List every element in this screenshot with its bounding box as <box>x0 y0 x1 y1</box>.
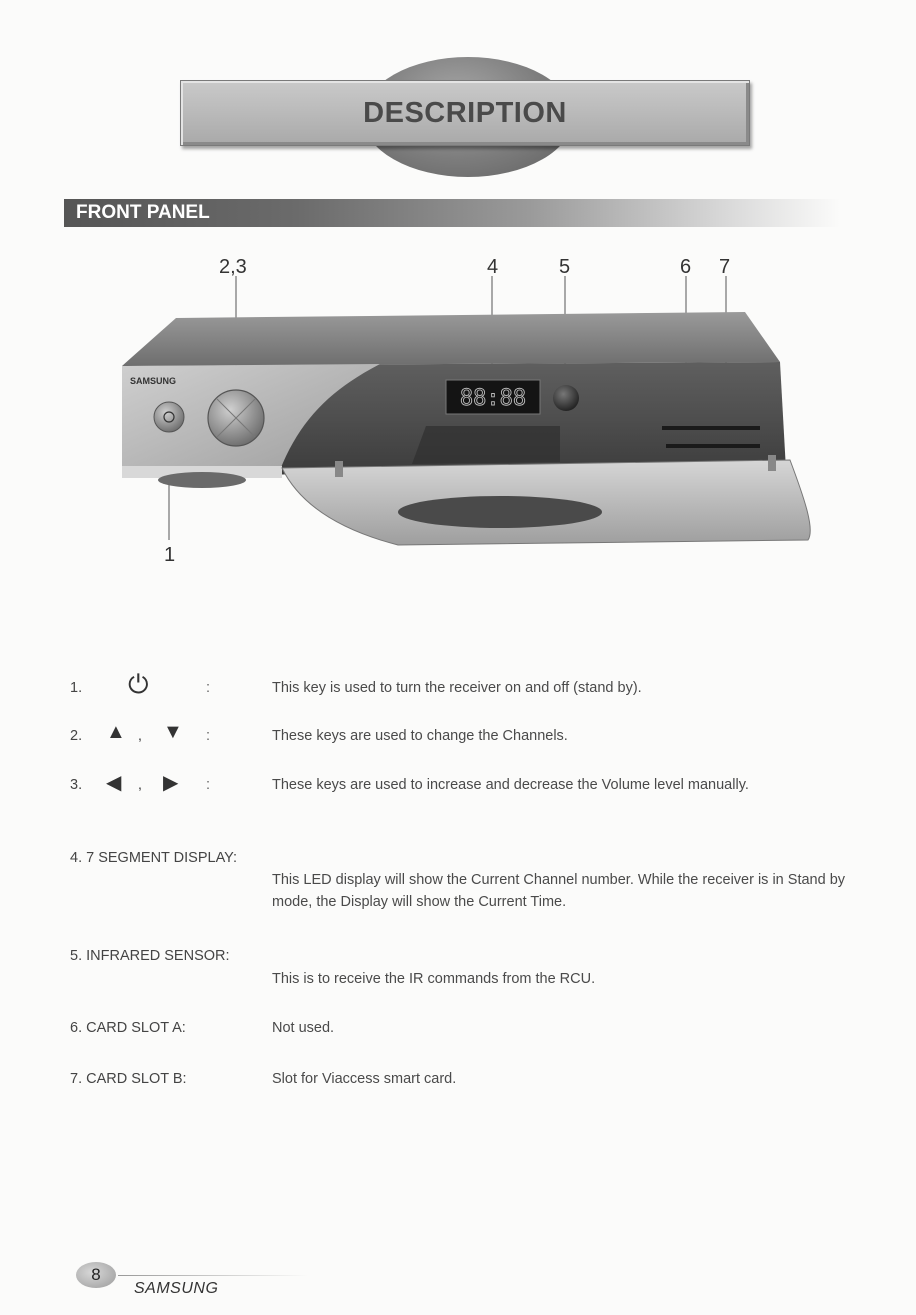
infrared-sensor-icon <box>553 385 579 411</box>
callout-7: 7 <box>719 256 731 278</box>
up-arrow-icon: ▲ <box>106 721 126 743</box>
item-6-description: Not used. <box>272 1020 335 1036</box>
item-5-heading: 5. INFRARED SENSOR: <box>70 948 230 964</box>
footer-divider <box>118 1275 308 1276</box>
device-brand-logo: SAMSUNG <box>130 376 177 386</box>
callout-4: 4 <box>487 256 499 278</box>
item-2-separator: , <box>138 727 142 743</box>
page-title: DESCRIPTION <box>363 96 567 129</box>
callout-2-3: 2,3 <box>219 256 247 278</box>
receiver-front-panel-illustration <box>0 0 916 620</box>
callout-1: 1 <box>164 544 176 566</box>
item-3-description: These keys are used to increase and decrease the Volume level manually. <box>272 777 749 793</box>
card-slot-a <box>662 426 760 430</box>
right-arrow-icon: ▶ <box>163 772 179 794</box>
power-icon: ⏻ <box>128 669 149 699</box>
flap-recess <box>398 496 602 528</box>
item-2-number: 2. <box>70 728 83 744</box>
card-slot-b <box>666 444 760 448</box>
item-7-heading: 7. CARD SLOT B: <box>70 1071 187 1087</box>
page-number-badge <box>76 1262 116 1288</box>
item-5-description: This is to receive the IR commands from the RCU. <box>272 971 596 987</box>
section-title: FRONT PANEL <box>76 202 210 223</box>
item-1-colon: : <box>206 680 211 696</box>
left-arrow-icon: ◀ <box>106 772 122 794</box>
led-display-digits: 88:88 <box>459 386 527 411</box>
page-number: 8 <box>91 1265 101 1284</box>
power-button-icon <box>154 402 184 432</box>
item-7-description: Slot for Viaccess smart card. <box>272 1071 457 1087</box>
item-2-description: These keys are used to change the Channels. <box>272 728 568 744</box>
item-3-separator: , <box>138 776 142 792</box>
item-3-colon: : <box>206 777 211 793</box>
down-arrow-icon: ▼ <box>163 721 183 743</box>
item-4-description: This LED display will show the Current Channel number. While the receiver is in Stand by mode, the Display will show the Current Time. <box>272 872 846 910</box>
item-2-colon: : <box>206 728 211 744</box>
receiver-top <box>122 312 780 366</box>
item-1-number: 1. <box>70 680 83 696</box>
callout-6: 6 <box>680 256 692 278</box>
item-3-number: 3. <box>70 777 83 793</box>
footer-brand: SAMSUNG <box>134 1280 219 1297</box>
item-4-heading: 4. 7 SEGMENT DISPLAY: <box>70 850 238 866</box>
callout-5: 5 <box>559 256 571 278</box>
item-6-heading: 6. CARD SLOT A: <box>70 1020 186 1036</box>
item-1-description: This key is used to turn the receiver on and off (stand by). <box>272 680 642 696</box>
